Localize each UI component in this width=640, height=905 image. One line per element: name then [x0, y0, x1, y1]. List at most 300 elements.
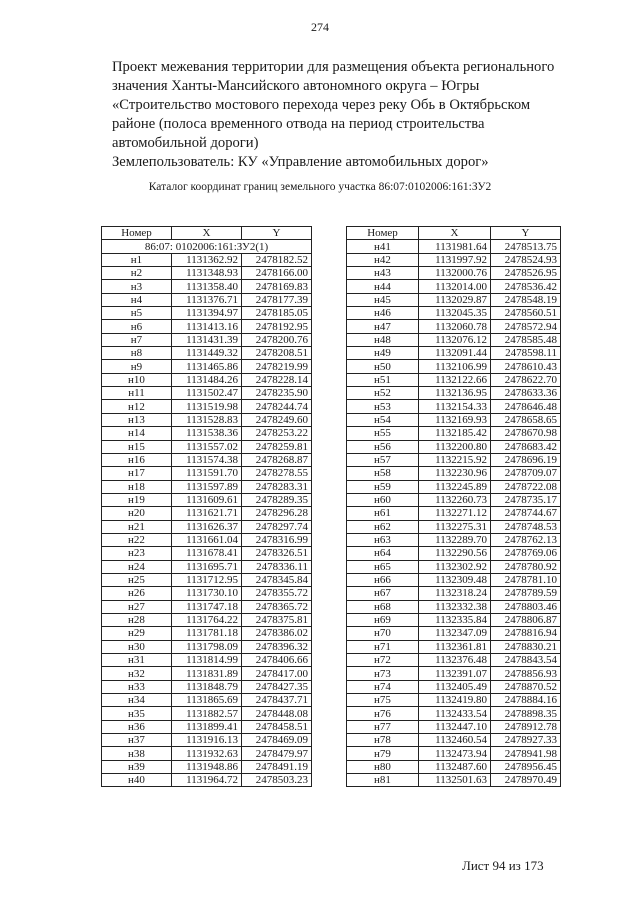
- point-number-cell: н27: [102, 600, 172, 613]
- y-coordinate-cell: 2478744.67: [491, 507, 561, 520]
- point-number-cell: н15: [102, 440, 172, 453]
- coordinates-table-right: [346, 226, 561, 787]
- table-row: [347, 320, 561, 333]
- y-coordinate-cell: 2478249.60: [242, 413, 312, 426]
- x-coordinate-cell: 1131519.98: [172, 400, 242, 413]
- point-number-cell: н30: [102, 640, 172, 653]
- point-number-cell: н58: [347, 467, 419, 480]
- y-coordinate-cell: 2478253.22: [242, 427, 312, 440]
- table-row: [347, 694, 561, 707]
- table-row: [102, 493, 312, 506]
- table-row: [102, 413, 312, 426]
- x-coordinate-cell: 1131484.26: [172, 373, 242, 386]
- y-coordinate-cell: 2478722.08: [491, 480, 561, 493]
- x-coordinate-cell: 1132419.80: [419, 694, 491, 707]
- point-number-cell: н81: [347, 774, 419, 787]
- x-coordinate-cell: 1131626.37: [172, 520, 242, 533]
- point-number-cell: н16: [102, 453, 172, 466]
- x-coordinate-cell: 1132091.44: [419, 347, 491, 360]
- point-number-cell: н80: [347, 760, 419, 773]
- y-coordinate-cell: 2478296.28: [242, 507, 312, 520]
- x-coordinate-cell: 1132076.12: [419, 333, 491, 346]
- point-number-cell: н42: [347, 253, 419, 266]
- coordinates-table-left: [101, 226, 312, 787]
- point-number-cell: н3: [102, 280, 172, 293]
- table-row: [347, 467, 561, 480]
- title-line: Землепользователь: КУ «Управление автомобильных дорог»: [112, 154, 489, 170]
- x-coordinate-cell: 1131981.64: [419, 240, 491, 253]
- y-coordinate-cell: 2478316.99: [242, 533, 312, 546]
- table-row: [102, 387, 312, 400]
- table-row: [347, 293, 561, 306]
- table-row: [102, 640, 312, 653]
- point-number-cell: н2: [102, 267, 172, 280]
- y-coordinate-cell: 2478166.00: [242, 267, 312, 280]
- table-row: [102, 347, 312, 360]
- table-row: [102, 720, 312, 733]
- table-row: [347, 707, 561, 720]
- catalog-title: Каталог координат границ земельного участка 86:07:0102006:161:ЗУ2: [148, 181, 492, 193]
- y-coordinate-cell: 2478670.98: [491, 427, 561, 440]
- point-number-cell: н38: [102, 747, 172, 760]
- point-number-cell: н36: [102, 720, 172, 733]
- x-coordinate-cell: 1131695.71: [172, 560, 242, 573]
- point-number-cell: н70: [347, 627, 419, 640]
- column-header-y: Y: [491, 227, 561, 240]
- table-row: [347, 373, 561, 386]
- y-coordinate-cell: 2478491.19: [242, 760, 312, 773]
- point-number-cell: н10: [102, 373, 172, 386]
- y-coordinate-cell: 2478646.48: [491, 400, 561, 413]
- table-row: [102, 480, 312, 493]
- y-coordinate-cell: 2478769.06: [491, 547, 561, 560]
- y-coordinate-cell: 2478806.87: [491, 613, 561, 626]
- document-title: [112, 58, 592, 172]
- x-coordinate-cell: 1131621.71: [172, 507, 242, 520]
- table-row: [347, 413, 561, 426]
- point-number-cell: н22: [102, 533, 172, 546]
- y-coordinate-cell: 2478526.95: [491, 267, 561, 280]
- point-number-cell: н13: [102, 413, 172, 426]
- x-coordinate-cell: 1132473.94: [419, 747, 491, 760]
- y-coordinate-cell: 2478780.92: [491, 560, 561, 573]
- table-row: [347, 613, 561, 626]
- y-coordinate-cell: 2478169.83: [242, 280, 312, 293]
- table-row: [102, 707, 312, 720]
- point-number-cell: н78: [347, 734, 419, 747]
- table-row: [102, 573, 312, 586]
- table-row: [102, 627, 312, 640]
- y-coordinate-cell: 2478970.49: [491, 774, 561, 787]
- x-coordinate-cell: 1132029.87: [419, 293, 491, 306]
- x-coordinate-cell: 1132376.48: [419, 654, 491, 667]
- point-number-cell: н39: [102, 760, 172, 773]
- point-number-cell: н40: [102, 774, 172, 787]
- table-row: [347, 600, 561, 613]
- x-coordinate-cell: 1131557.02: [172, 440, 242, 453]
- y-coordinate-cell: 2478830.21: [491, 640, 561, 653]
- point-number-cell: н17: [102, 467, 172, 480]
- table-row: [102, 280, 312, 293]
- y-coordinate-cell: 2478598.11: [491, 347, 561, 360]
- table-row: [347, 720, 561, 733]
- y-coordinate-cell: 2478326.51: [242, 547, 312, 560]
- table-row: [347, 347, 561, 360]
- x-coordinate-cell: 1132014.00: [419, 280, 491, 293]
- y-coordinate-cell: 2478735.17: [491, 493, 561, 506]
- point-number-cell: н44: [347, 280, 419, 293]
- x-coordinate-cell: 1132332.38: [419, 600, 491, 613]
- x-coordinate-cell: 1131899.41: [172, 720, 242, 733]
- table-row: [347, 453, 561, 466]
- point-number-cell: н60: [347, 493, 419, 506]
- y-coordinate-cell: 2478884.16: [491, 694, 561, 707]
- table-row: [102, 253, 312, 266]
- x-coordinate-cell: 1131358.40: [172, 280, 242, 293]
- x-coordinate-cell: 1131997.92: [419, 253, 491, 266]
- y-coordinate-cell: 2478956.45: [491, 760, 561, 773]
- y-coordinate-cell: 2478228.14: [242, 373, 312, 386]
- table-row: [102, 320, 312, 333]
- point-number-cell: н25: [102, 573, 172, 586]
- y-coordinate-cell: 2478177.39: [242, 293, 312, 306]
- point-number-cell: н34: [102, 694, 172, 707]
- y-coordinate-cell: 2478386.02: [242, 627, 312, 640]
- y-coordinate-cell: 2478289.35: [242, 493, 312, 506]
- table-row: [347, 547, 561, 560]
- table-row: [347, 440, 561, 453]
- x-coordinate-cell: 1131348.93: [172, 267, 242, 280]
- point-number-cell: н29: [102, 627, 172, 640]
- x-coordinate-cell: 1132271.12: [419, 507, 491, 520]
- y-coordinate-cell: 2478781.10: [491, 573, 561, 586]
- point-number-cell: н47: [347, 320, 419, 333]
- point-number-cell: н19: [102, 493, 172, 506]
- point-number-cell: н55: [347, 427, 419, 440]
- sheet-counter: Лист 94 из 173: [462, 858, 544, 873]
- point-number-cell: н68: [347, 600, 419, 613]
- y-coordinate-cell: 2478192.95: [242, 320, 312, 333]
- x-coordinate-cell: 1131948.86: [172, 760, 242, 773]
- table-row: [347, 587, 561, 600]
- y-coordinate-cell: 2478417.00: [242, 667, 312, 680]
- x-coordinate-cell: 1131449.32: [172, 347, 242, 360]
- table-row: [347, 640, 561, 653]
- x-coordinate-cell: 1131964.72: [172, 774, 242, 787]
- point-number-cell: н23: [102, 547, 172, 560]
- column-header-x: X: [172, 227, 242, 240]
- table-row: [347, 774, 561, 787]
- point-number-cell: н48: [347, 333, 419, 346]
- y-coordinate-cell: 2478622.70: [491, 373, 561, 386]
- table-row: [347, 493, 561, 506]
- table-row: [347, 253, 561, 266]
- x-coordinate-cell: 1131730.10: [172, 587, 242, 600]
- x-coordinate-cell: 1132136.95: [419, 387, 491, 400]
- x-coordinate-cell: 1132501.63: [419, 774, 491, 787]
- x-coordinate-cell: 1131538.36: [172, 427, 242, 440]
- point-number-cell: н54: [347, 413, 419, 426]
- y-coordinate-cell: 2478560.51: [491, 307, 561, 320]
- y-coordinate-cell: 2478610.43: [491, 360, 561, 373]
- y-coordinate-cell: 2478182.52: [242, 253, 312, 266]
- table-row: [347, 400, 561, 413]
- point-number-cell: н43: [347, 267, 419, 280]
- point-number-cell: н26: [102, 587, 172, 600]
- point-number-cell: н56: [347, 440, 419, 453]
- x-coordinate-cell: 1132045.35: [419, 307, 491, 320]
- title-line: значения Ханты-Мансийского автономного округа – Югры: [112, 78, 480, 94]
- y-coordinate-cell: 2478843.54: [491, 654, 561, 667]
- y-coordinate-cell: 2478789.59: [491, 587, 561, 600]
- table-row: [347, 734, 561, 747]
- x-coordinate-cell: 1131865.69: [172, 694, 242, 707]
- point-number-cell: н66: [347, 573, 419, 586]
- y-coordinate-cell: 2478355.72: [242, 587, 312, 600]
- x-coordinate-cell: 1132391.07: [419, 667, 491, 680]
- table-row: [347, 573, 561, 586]
- y-coordinate-cell: 2478585.48: [491, 333, 561, 346]
- table-row: [102, 613, 312, 626]
- point-number-cell: н6: [102, 320, 172, 333]
- table-row: [102, 654, 312, 667]
- x-coordinate-cell: 1131781.18: [172, 627, 242, 640]
- point-number-cell: н64: [347, 547, 419, 560]
- x-coordinate-cell: 1131465.86: [172, 360, 242, 373]
- point-number-cell: н35: [102, 707, 172, 720]
- point-number-cell: н73: [347, 667, 419, 680]
- x-coordinate-cell: 1131591.70: [172, 467, 242, 480]
- table-row: [102, 747, 312, 760]
- point-number-cell: н28: [102, 613, 172, 626]
- point-number-cell: н76: [347, 707, 419, 720]
- x-coordinate-cell: 1131502.47: [172, 387, 242, 400]
- title-line: Проект межевания территории для размещения объекта регионального: [112, 59, 555, 75]
- y-coordinate-cell: 2478427.35: [242, 680, 312, 693]
- x-coordinate-cell: 1132245.89: [419, 480, 491, 493]
- x-coordinate-cell: 1131848.79: [172, 680, 242, 693]
- y-coordinate-cell: 2478658.65: [491, 413, 561, 426]
- x-coordinate-cell: 1132487.60: [419, 760, 491, 773]
- y-coordinate-cell: 2478524.93: [491, 253, 561, 266]
- y-coordinate-cell: 2478297.74: [242, 520, 312, 533]
- table-row: [102, 507, 312, 520]
- x-coordinate-cell: 1131916.13: [172, 734, 242, 747]
- point-number-cell: н67: [347, 587, 419, 600]
- point-number-cell: н74: [347, 680, 419, 693]
- y-coordinate-cell: 2478548.19: [491, 293, 561, 306]
- point-number-cell: н53: [347, 400, 419, 413]
- y-coordinate-cell: 2478283.31: [242, 480, 312, 493]
- y-coordinate-cell: 2478870.52: [491, 680, 561, 693]
- table-row: [347, 667, 561, 680]
- point-number-cell: н4: [102, 293, 172, 306]
- table-row: [347, 760, 561, 773]
- x-coordinate-cell: 1132405.49: [419, 680, 491, 693]
- table-row: [102, 533, 312, 546]
- x-coordinate-cell: 1132215.92: [419, 453, 491, 466]
- x-coordinate-cell: 1131431.39: [172, 333, 242, 346]
- point-number-cell: н18: [102, 480, 172, 493]
- x-coordinate-cell: 1131678.41: [172, 547, 242, 560]
- y-coordinate-cell: 2478941.98: [491, 747, 561, 760]
- x-coordinate-cell: 1131394.97: [172, 307, 242, 320]
- x-coordinate-cell: 1131574.38: [172, 453, 242, 466]
- point-number-cell: н1: [102, 253, 172, 266]
- y-coordinate-cell: 2478208.51: [242, 347, 312, 360]
- point-number-cell: н24: [102, 560, 172, 573]
- x-coordinate-cell: 1132433.54: [419, 707, 491, 720]
- table-row: [347, 627, 561, 640]
- y-coordinate-cell: 2478469.09: [242, 734, 312, 747]
- y-coordinate-cell: 2478278.55: [242, 467, 312, 480]
- y-coordinate-cell: 2478912.78: [491, 720, 561, 733]
- table-row: [102, 427, 312, 440]
- y-coordinate-cell: 2478458.51: [242, 720, 312, 733]
- title-line: «Строительство мостового перехода через реку Обь в Октябрьском: [112, 97, 531, 113]
- x-coordinate-cell: 1132302.92: [419, 560, 491, 573]
- x-coordinate-cell: 1132154.33: [419, 400, 491, 413]
- point-number-cell: н12: [102, 400, 172, 413]
- point-number-cell: н45: [347, 293, 419, 306]
- point-number-cell: н33: [102, 680, 172, 693]
- y-coordinate-cell: 2478898.35: [491, 707, 561, 720]
- x-coordinate-cell: 1131747.18: [172, 600, 242, 613]
- point-number-cell: н50: [347, 360, 419, 373]
- point-number-cell: н31: [102, 654, 172, 667]
- x-coordinate-cell: 1131661.04: [172, 533, 242, 546]
- point-number-cell: н71: [347, 640, 419, 653]
- table-row: [102, 360, 312, 373]
- table-row: [102, 467, 312, 480]
- table-row: [102, 400, 312, 413]
- title-line: автомобильной дороги): [112, 135, 259, 151]
- x-coordinate-cell: 1131831.89: [172, 667, 242, 680]
- x-coordinate-cell: 1131798.09: [172, 640, 242, 653]
- y-coordinate-cell: 2478927.33: [491, 734, 561, 747]
- table-row: [347, 333, 561, 346]
- x-coordinate-cell: 1132275.31: [419, 520, 491, 533]
- x-coordinate-cell: 1131932.63: [172, 747, 242, 760]
- y-coordinate-cell: 2478345.84: [242, 573, 312, 586]
- y-coordinate-cell: 2478448.08: [242, 707, 312, 720]
- y-coordinate-cell: 2478709.07: [491, 467, 561, 480]
- x-coordinate-cell: 1132169.93: [419, 413, 491, 426]
- point-number-cell: н69: [347, 613, 419, 626]
- x-coordinate-cell: 1132447.10: [419, 720, 491, 733]
- y-coordinate-cell: 2478683.42: [491, 440, 561, 453]
- point-number-cell: н41: [347, 240, 419, 253]
- section-row: [102, 240, 312, 253]
- table-row: [347, 387, 561, 400]
- x-coordinate-cell: 1132060.78: [419, 320, 491, 333]
- point-number-cell: н5: [102, 307, 172, 320]
- x-coordinate-cell: 1132106.99: [419, 360, 491, 373]
- x-coordinate-cell: 1131764.22: [172, 613, 242, 626]
- table-row: [347, 747, 561, 760]
- y-coordinate-cell: 2478479.97: [242, 747, 312, 760]
- x-coordinate-cell: 1131413.16: [172, 320, 242, 333]
- point-number-cell: н72: [347, 654, 419, 667]
- y-coordinate-cell: 2478696.19: [491, 453, 561, 466]
- y-coordinate-cell: 2478336.11: [242, 560, 312, 573]
- y-coordinate-cell: 2478200.76: [242, 333, 312, 346]
- x-coordinate-cell: 1132290.56: [419, 547, 491, 560]
- y-coordinate-cell: 2478365.72: [242, 600, 312, 613]
- x-coordinate-cell: 1131882.57: [172, 707, 242, 720]
- y-coordinate-cell: 2478748.53: [491, 520, 561, 533]
- y-coordinate-cell: 2478259.81: [242, 440, 312, 453]
- y-coordinate-cell: 2478219.99: [242, 360, 312, 373]
- x-coordinate-cell: 1132318.24: [419, 587, 491, 600]
- column-header-y: Y: [242, 227, 312, 240]
- x-coordinate-cell: 1131712.95: [172, 573, 242, 586]
- y-coordinate-cell: 2478437.71: [242, 694, 312, 707]
- point-number-cell: н65: [347, 560, 419, 573]
- point-number-cell: н21: [102, 520, 172, 533]
- table-row: [347, 507, 561, 520]
- point-number-cell: н46: [347, 307, 419, 320]
- table-row: [347, 533, 561, 546]
- y-coordinate-cell: 2478503.23: [242, 774, 312, 787]
- y-coordinate-cell: 2478816.94: [491, 627, 561, 640]
- x-coordinate-cell: 1131597.89: [172, 480, 242, 493]
- point-number-cell: н37: [102, 734, 172, 747]
- table-row: [102, 667, 312, 680]
- table-row: [347, 280, 561, 293]
- y-coordinate-cell: 2478244.74: [242, 400, 312, 413]
- y-coordinate-cell: 2478803.46: [491, 600, 561, 613]
- column-header-number: Номер: [102, 227, 172, 240]
- table-row: [102, 333, 312, 346]
- x-coordinate-cell: 1131376.71: [172, 293, 242, 306]
- point-number-cell: н77: [347, 720, 419, 733]
- y-coordinate-cell: 2478268.87: [242, 453, 312, 466]
- table-row: [347, 654, 561, 667]
- title-line: районе (полоса временного отвода на период строительства: [112, 116, 485, 132]
- table-row: [347, 240, 561, 253]
- table-row: [102, 560, 312, 573]
- point-number-cell: н20: [102, 507, 172, 520]
- point-number-cell: н49: [347, 347, 419, 360]
- y-coordinate-cell: 2478536.42: [491, 280, 561, 293]
- x-coordinate-cell: 1131609.61: [172, 493, 242, 506]
- table-row: [102, 440, 312, 453]
- table-row: [347, 520, 561, 533]
- point-number-cell: н57: [347, 453, 419, 466]
- table-row: [102, 547, 312, 560]
- y-coordinate-cell: 2478572.94: [491, 320, 561, 333]
- y-coordinate-cell: 2478856.93: [491, 667, 561, 680]
- y-coordinate-cell: 2478185.05: [242, 307, 312, 320]
- x-coordinate-cell: 1132000.76: [419, 267, 491, 280]
- x-coordinate-cell: 1131362.92: [172, 253, 242, 266]
- table-row: [102, 307, 312, 320]
- table-row: [102, 760, 312, 773]
- page-number: 274: [311, 20, 329, 34]
- x-coordinate-cell: 1132460.54: [419, 734, 491, 747]
- point-number-cell: н51: [347, 373, 419, 386]
- point-number-cell: н59: [347, 480, 419, 493]
- y-coordinate-cell: 2478762.13: [491, 533, 561, 546]
- table-row: [102, 587, 312, 600]
- x-coordinate-cell: 1132185.42: [419, 427, 491, 440]
- table-row: [102, 453, 312, 466]
- table-row: [347, 480, 561, 493]
- table-row: [102, 520, 312, 533]
- table-row: [102, 293, 312, 306]
- point-number-cell: н32: [102, 667, 172, 680]
